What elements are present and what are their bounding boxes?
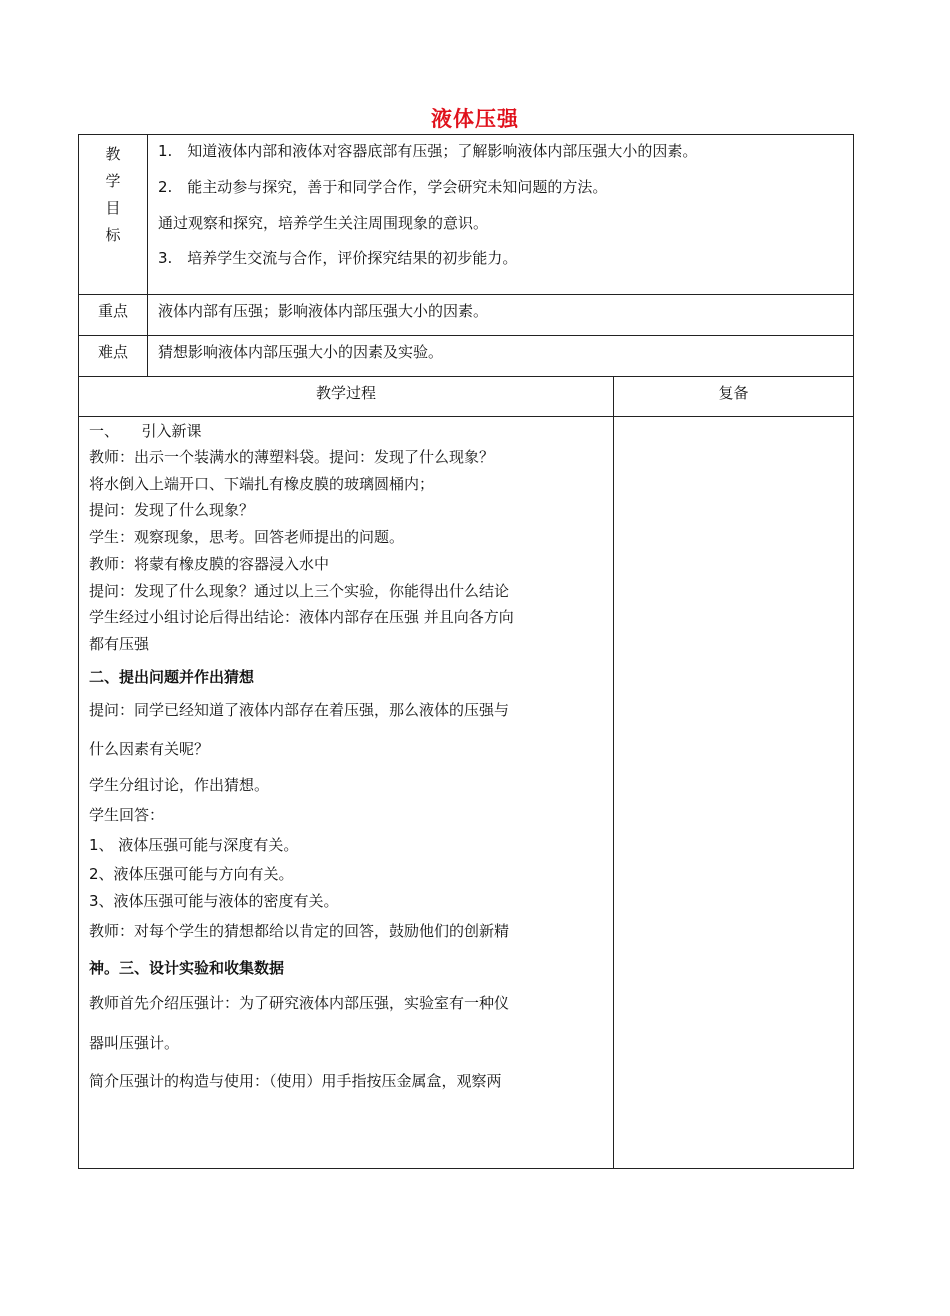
- objectives-label-char: 教: [105, 145, 121, 163]
- review-header: 复备: [614, 377, 854, 417]
- process-content-row: [79, 417, 854, 1169]
- key-point-row: [79, 295, 854, 336]
- process-header-row: [79, 377, 854, 417]
- process-line: 学生：观察现象，思考。回答老师提出的问题。: [89, 528, 405, 546]
- difficulty-text: 猜想影响液体内部压强大小的因素及实验。: [148, 336, 854, 377]
- process-line: 教师：出示一个装满水的薄塑料袋。提问：发现了什么现象？: [89, 447, 495, 466]
- objectives-label-char: 学: [105, 172, 121, 190]
- process-line: 教师：将蒙有橡皮膜的容器浸入水中: [89, 554, 330, 573]
- objectives-label-char: 标: [105, 226, 121, 244]
- process-line: 简介压强计的构造与使用：（使用）用手指按压金属盒，观察两: [89, 1071, 502, 1090]
- objective-item: 3. 培养学生交流与合作，评价探究结果的初步能力。: [158, 249, 518, 268]
- difficulty-row: [79, 336, 854, 377]
- process-line: 提问：发现了什么现象？通过以上三个实验，你能得出什么结论: [89, 581, 510, 600]
- process-line: 教师：对每个学生的猜想都给以肯定的回答，鼓励他们的创新精: [89, 921, 510, 940]
- process-line: 3、液体压强可能与液体的密度有关。: [89, 892, 339, 910]
- objectives-content: [148, 135, 854, 295]
- process-line: 2、液体压强可能与方向有关。: [89, 865, 294, 884]
- process-line: 1、 液体压强可能与深度有关。: [89, 835, 299, 854]
- process-line: 将水倒入上端开口、下端扎有橡皮膜的玻璃圆桶内；: [89, 474, 435, 493]
- process-line: 学生经过小组讨论后得出结论：液体内部存在压强 并且向各方向: [89, 608, 514, 627]
- process-line: 器叫压强计。: [89, 1034, 180, 1052]
- lesson-plan-table: [78, 134, 854, 1169]
- objectives-label-char: 目: [105, 199, 121, 217]
- process-line: 学生分组讨论，作出猜想。: [89, 776, 270, 794]
- page-title: 液体压强: [431, 107, 519, 131]
- objectives-row: [79, 135, 854, 295]
- process-line: 提问：发现了什么现象？: [89, 501, 255, 520]
- key-point-text: 液体内部有压强；影响液体内部压强大小的因素。: [148, 295, 854, 336]
- difficulty-label: 难点: [79, 336, 148, 377]
- process-line: 教师首先介绍压强计：为了研究液体内部压强，实验室有一种仪: [89, 994, 510, 1013]
- section-heading: 神。三、设计实验和收集数据: [89, 958, 285, 977]
- section-heading: 二、提出问题并作出猜想: [89, 667, 255, 686]
- objective-item: 通过观察和探究，培养学生关注周围现象的意识。: [158, 213, 489, 232]
- process-line: 什么因素有关呢？: [89, 740, 210, 759]
- process-line: 一、 引入新课: [89, 422, 202, 440]
- process-line: 都有压强: [89, 635, 150, 653]
- objective-item: 1. 知道液体内部和液体对容器底部有压强；了解影响液体内部压强大小的因素。: [158, 142, 698, 160]
- process-header: 教学过程: [79, 377, 614, 417]
- review-content: [614, 417, 854, 1169]
- objectives-label: [79, 135, 148, 295]
- objective-item: 2. 能主动参与探究，善于和同学合作，学会研究未知问题的方法。: [158, 177, 608, 196]
- process-line: 学生回答：: [89, 805, 165, 824]
- process-line: 提问：同学已经知道了液体内部存在着压强，那么液体的压强与: [89, 700, 510, 719]
- key-point-label: 重点: [79, 295, 148, 336]
- process-content: [79, 417, 614, 1169]
